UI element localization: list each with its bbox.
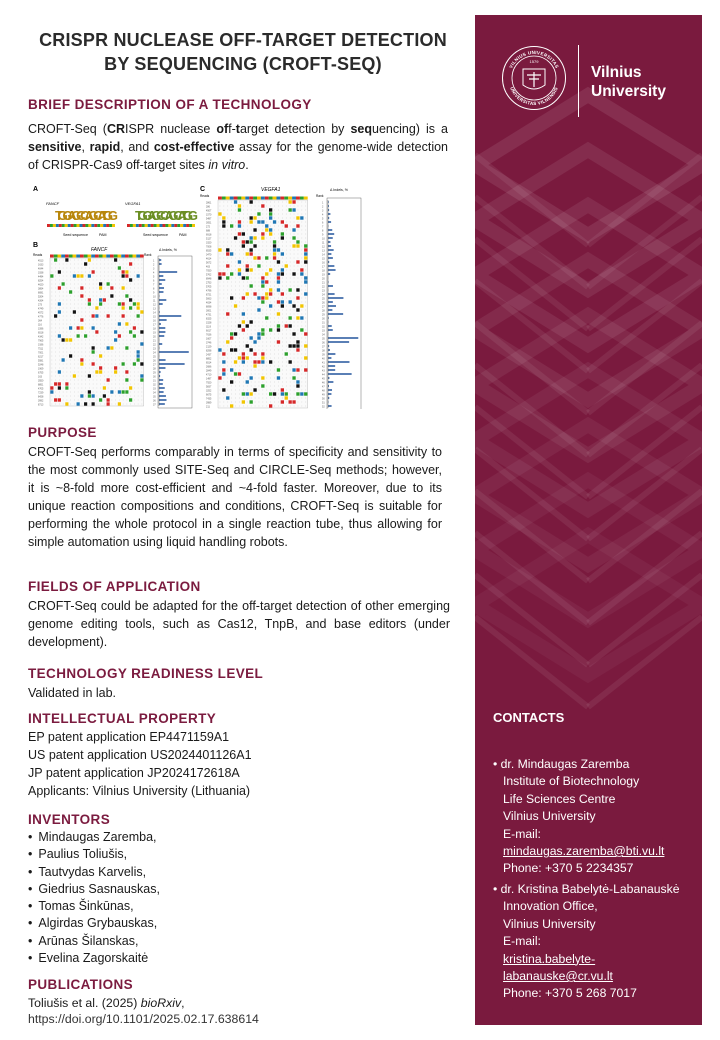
svg-text:7435: 7435 [206,397,212,401]
svg-text:5204: 5204 [38,295,44,299]
svg-text:26: 26 [322,301,325,305]
inventor-item: • Evelina Zagorskaitė [28,950,160,967]
brief-text: CROFT-Seq (CRISPR nuclease off-target detection by sequencing) is a sensitive, rapid, and cost-effective assay for the genome-wide detection of CRISPR-Cas9 off-target sites in vitro. [28,122,448,172]
svg-text:3320: 3320 [206,241,212,245]
svg-text:11: 11 [153,299,156,303]
svg-text:1969: 1969 [38,367,44,371]
svg-text:7920: 7920 [206,381,212,385]
svg-text:17: 17 [322,265,325,269]
svg-text:16: 16 [153,319,156,323]
svg-text:5672: 5672 [206,261,212,265]
pam-label-2: PAM [179,233,187,237]
inventor-item: • Algirdas Grybauskas, [28,915,160,932]
svg-text:8852: 8852 [206,357,212,361]
svg-text:7: 7 [153,283,155,287]
svg-text:6017: 6017 [206,329,212,333]
pam-label-1: PAM [99,233,107,237]
svg-text:3252: 3252 [206,389,212,393]
panel-a-label: A [33,186,39,193]
seal-bottom-text: UNIVERSITAS VILNENSIS [509,86,559,107]
poster-title: CRISPR NUCLEASE OFF-TARGET DETECTION BY SEQUENCING (CROFT-SEQ) [39,30,447,74]
svg-text:32: 32 [322,325,325,329]
svg-text:18: 18 [153,327,156,331]
svg-text:5762: 5762 [206,273,212,277]
svg-text:272: 272 [206,225,210,229]
svg-text:3051: 3051 [206,221,212,225]
publications-heading: PUBLICATIONS [28,977,134,992]
svg-text:5837: 5837 [206,385,212,389]
svg-text:35: 35 [153,395,156,399]
svg-text:1596: 1596 [38,327,44,331]
svg-text:49: 49 [322,393,325,397]
svg-text:18: 18 [322,269,325,273]
svg-text:273: 273 [38,303,42,307]
svg-text:11: 11 [322,241,325,245]
svg-text:116: 116 [38,323,42,327]
svg-text:6675: 6675 [206,393,212,397]
publication-citation: Toliušis et al. (2025) bioRxiv, https://doi.org/10.1101/2025.02.17.638614 [28,996,259,1026]
svg-text:8713: 8713 [38,403,44,407]
svg-text:36: 36 [322,341,325,345]
svg-text:3550: 3550 [38,379,44,383]
svg-text:3992: 3992 [38,399,44,403]
svg-text:1633: 1633 [38,263,44,267]
contact-sidebar [475,15,702,1025]
svg-text:8: 8 [153,287,155,291]
svg-text:2: 2 [322,205,324,209]
inventor-item: • Mindaugas Zaremba, [28,829,160,846]
vegfa1-sequence-logo: TGGAGCCAGCATGG [135,208,195,223]
svg-text:9: 9 [322,233,324,237]
inventor-item: • Tautvydas Karvelis, [28,864,160,881]
ip-line-ep: EP patent application EP4471159A1 [28,730,230,744]
svg-text:5: 5 [322,217,324,221]
inventor-item: • Paulius Toliušis, [28,846,160,863]
svg-text:30: 30 [153,375,156,379]
svg-text:8535: 8535 [206,249,212,253]
svg-text:2849: 2849 [206,369,212,373]
svg-text:13: 13 [322,249,325,253]
trl-text: Validated in lab. [28,686,117,700]
svg-text:8948: 8948 [206,277,212,281]
ip-lines [28,728,252,800]
brief-heading: BRIEF DESCRIPTION OF A TECHNOLOGY [28,97,312,112]
ip-heading: INTELLECTUAL PROPERTY [28,711,217,726]
svg-text:5705: 5705 [206,285,212,289]
svg-text:5063: 5063 [206,297,212,301]
svg-text:26: 26 [153,359,156,363]
svg-text:3: 3 [153,267,155,271]
fancf-logo-label: FANCF [46,201,60,206]
svg-text:3196: 3196 [38,343,44,347]
svg-text:6: 6 [322,221,324,225]
svg-text:34: 34 [153,391,156,395]
svg-text:31: 31 [153,379,156,383]
svg-text:4731: 4731 [206,313,212,317]
svg-text:33: 33 [153,387,156,391]
svg-text:2: 2 [153,263,155,267]
svg-text:33: 33 [322,329,325,333]
off-target-figure [33,184,366,409]
svg-text:4507: 4507 [206,209,212,213]
svg-text:8428: 8428 [38,395,44,399]
svg-text:34: 34 [322,333,325,337]
svg-text:163: 163 [38,375,42,379]
svg-text:37: 37 [153,403,156,407]
svg-text:8254: 8254 [38,279,44,283]
panel-c-rank-label: Rank [316,194,324,198]
svg-text:36: 36 [153,399,156,403]
svg-text:7511: 7511 [38,347,44,351]
svg-text:14: 14 [322,253,325,257]
svg-text:5487: 5487 [206,217,212,221]
svg-text:38: 38 [322,349,325,353]
ip-line-us: US patent application US2024401126A1 [28,748,252,762]
svg-text:7050: 7050 [206,269,212,273]
svg-text:364: 364 [38,319,42,323]
svg-text:4034: 4034 [206,301,212,305]
svg-text:27: 27 [322,305,325,309]
svg-text:4494: 4494 [38,275,44,279]
svg-text:8298: 8298 [206,349,212,353]
svg-text:31: 31 [322,321,325,325]
svg-text:40: 40 [322,357,325,361]
svg-text:22: 22 [322,285,325,289]
ip-line-jp: JP patent application JP2024172618A [28,766,240,780]
doi-link[interactable]: https://doi.org/10.1101/2025.02.17.638614 [28,1012,259,1026]
svg-text:22: 22 [153,343,156,347]
svg-text:29: 29 [322,313,325,317]
svg-text:21: 21 [153,339,156,343]
svg-text:16: 16 [322,261,325,265]
svg-text:7239: 7239 [38,391,44,395]
svg-text:2686: 2686 [206,365,212,369]
svg-text:5581: 5581 [38,359,44,363]
svg-text:7965: 7965 [38,339,44,343]
inventor-item: • Arūnas Šilanskas, [28,933,160,950]
trl-heading: TECHNOLOGY READINESS LEVEL [28,666,264,681]
email-link[interactable]: mindaugas.zaremba@bti.vu.lt [503,844,665,859]
svg-text:46: 46 [322,381,325,385]
svg-text:30: 30 [322,317,325,321]
svg-text:8851: 8851 [38,383,44,387]
contact-name: • dr. Mindaugas Zaremba [493,756,664,773]
vegfa1-mismatch-grid [206,197,361,410]
seal-top-text: VILNIUS UNIVERSITAS [508,49,560,70]
university-seal-icon [501,45,567,111]
svg-text:7001: 7001 [38,351,44,355]
svg-text:6518: 6518 [38,331,44,335]
svg-text:19: 19 [153,331,156,335]
seal-year: 1579 [529,59,539,64]
svg-text:3746: 3746 [206,341,212,345]
logo-divider [578,45,579,117]
svg-text:1487: 1487 [206,377,212,381]
email-link[interactable]: kristina.babelyte- [503,951,596,966]
svg-text:6918: 6918 [206,233,212,237]
svg-text:5: 5 [153,275,155,279]
contact-babelyte: • dr. Kristina Babelytė-Labanauskė Innovation Office, Vilnius University E-mail: kristina.babelyte- labanauske@cr.vu.lt Phone: +370 5 268 7017 [493,881,680,1003]
svg-text:41: 41 [322,361,325,365]
svg-text:10: 10 [322,237,325,241]
svg-text:51: 51 [322,401,325,405]
svg-text:3: 3 [322,209,324,213]
svg-text:12: 12 [322,245,325,249]
svg-text:25: 25 [153,355,156,359]
fancf-mismatch-grid [38,255,192,409]
svg-text:14: 14 [153,311,156,315]
svg-text:1: 1 [322,201,324,205]
svg-text:23: 23 [153,347,156,351]
svg-text:3989: 3989 [206,401,212,405]
svg-text:13: 13 [153,307,156,311]
svg-text:17: 17 [153,323,156,327]
vegfa1-grid-title: VEGFA1 [261,187,281,193]
svg-text:1: 1 [153,259,155,263]
svg-text:2129: 2129 [206,345,212,349]
svg-text:20: 20 [153,335,156,339]
svg-text:10: 10 [153,295,156,299]
svg-text:43: 43 [322,369,325,373]
svg-text:3338: 3338 [38,271,44,275]
svg-text:12: 12 [153,303,156,307]
svg-text:24: 24 [153,351,156,355]
inventors-heading: INVENTORS [28,812,111,827]
svg-text:8325: 8325 [206,317,212,321]
svg-text:4705: 4705 [38,387,44,391]
svg-text:4342: 4342 [38,335,44,339]
svg-text:4749: 4749 [38,307,44,311]
svg-text:42: 42 [322,365,325,369]
svg-text:47: 47 [322,385,325,389]
svg-text:1119: 1119 [206,325,211,329]
svg-text:688: 688 [206,229,210,233]
svg-text:4776: 4776 [38,315,44,319]
svg-text:4614: 4614 [206,257,212,261]
svg-text:211: 211 [206,405,210,409]
purpose-text: CROFT-Seq performs comparably in terms of specificity and sensitivity to the most commonly used SITE-Seq and CIRCLE-Seq methods; however, it is ~8-fold more cost-efficient and ~4-fold faster. Moreover, due to its unique reaction compositions and conditions, CROFT-Seq is suitable for performing the whole protocol in a single reaction tube, thus allowing for simple automation using liquid handling robots. [28,445,442,549]
svg-text:4710: 4710 [206,373,212,377]
svg-text:8721: 8721 [206,293,212,297]
seed-label-2: Seed sequence [143,233,168,237]
svg-text:25: 25 [322,297,325,301]
svg-text:3854: 3854 [38,287,44,291]
svg-text:44: 44 [322,373,325,377]
contacts-heading: CONTACTS [493,710,565,725]
seed-label-1: Seed sequence [63,233,88,237]
vegfa1-logo-label: VEGFA1 [125,201,141,206]
svg-text:4620: 4620 [38,283,44,287]
svg-text:7008: 7008 [206,245,212,249]
seed-sequence-bars [47,224,195,227]
svg-text:1528: 1528 [206,321,212,325]
svg-text:45: 45 [322,377,325,381]
purpose-heading: PURPOSE [28,425,97,440]
svg-text:5248: 5248 [38,363,44,367]
svg-text:3470: 3470 [206,253,212,257]
svg-text:15: 15 [322,257,325,261]
inventors-list [28,829,160,967]
svg-text:15: 15 [153,315,156,319]
svg-text:5127: 5127 [206,237,212,241]
panel-c-label: C [200,186,206,193]
panel-c-reads-label: Reads [200,194,210,198]
svg-text:32: 32 [153,383,156,387]
inventor-item: • Giedrius Sasnauskas, [28,881,160,898]
svg-text:52: 52 [322,405,325,409]
svg-text:7636: 7636 [206,333,212,337]
svg-text:2861: 2861 [206,201,212,205]
panel-b-rank-label: Rank [144,253,152,257]
svg-text:6217: 6217 [38,355,44,359]
svg-text:4044: 4044 [38,267,44,271]
svg-text:4: 4 [153,271,155,275]
email-link[interactable]: labanauske@cr.vu.lt [503,969,613,984]
svg-text:20: 20 [322,277,325,281]
contact-name: • dr. Kristina Babelytė-Labanauskė [493,881,680,898]
svg-text:1607: 1607 [206,337,212,341]
svg-text:4513: 4513 [38,259,44,263]
svg-text:286: 286 [206,205,210,209]
panel-c-indels-label: Δ Indels, % [330,188,348,192]
svg-text:39: 39 [322,353,325,357]
svg-text:7: 7 [322,225,324,229]
svg-text:403: 403 [206,265,210,269]
panel-b-reads-label: Reads [33,253,43,257]
panel-b-label: B [33,242,39,249]
fields-text: CROFT-Seq could be adapted for the off-target detection of other emerging genome editing tools, such as Cas12, TnpB, and base editors (under development). [28,599,450,649]
svg-text:27: 27 [153,363,156,367]
fancf-sequence-logo: TGGAGCCAGCATGG [55,208,115,223]
svg-text:2437: 2437 [206,353,212,357]
svg-text:21: 21 [322,281,325,285]
svg-text:1570: 1570 [206,213,212,217]
svg-text:3001: 3001 [206,309,212,313]
ip-line-applicants: Applicants: Vilnius University (Lithuania) [28,784,251,798]
svg-text:4796: 4796 [206,289,212,293]
svg-text:4: 4 [322,213,324,217]
panel-b-indels-label: Δ Indels, % [159,248,177,252]
svg-text:4572: 4572 [38,311,44,315]
panel-a-logos [46,201,198,237]
svg-text:48: 48 [322,389,325,393]
svg-text:6: 6 [153,279,155,283]
svg-text:50: 50 [322,397,325,401]
svg-text:8: 8 [322,229,324,233]
fancf-grid-title: FANCF [91,247,108,253]
svg-text:23: 23 [322,289,325,293]
fields-heading: FIELDS OF APPLICATION [28,579,201,594]
svg-text:2753: 2753 [206,281,212,285]
svg-text:19: 19 [322,273,325,277]
svg-text:28: 28 [322,309,325,313]
svg-text:6514: 6514 [206,361,212,365]
svg-text:4264: 4264 [38,299,44,303]
svg-text:24: 24 [322,293,325,297]
university-name: Vilnius University [591,64,666,100]
svg-text:28: 28 [153,367,156,371]
svg-text:8081: 8081 [38,291,44,295]
contact-zaremba: • dr. Mindaugas Zaremba Institute of Biotechnology Life Sciences Centre Vilnius University E-mail: mindaugas.zaremba@bti.vu.lt Phone: +370 5 2234357 [493,756,664,878]
svg-text:9: 9 [153,291,155,295]
svg-text:35: 35 [322,337,325,341]
svg-text:29: 29 [153,371,156,375]
inventor-item: • Tomas Šinkūnas, [28,898,160,915]
svg-text:37: 37 [322,345,325,349]
svg-text:8098: 8098 [206,305,212,309]
svg-text:6755: 6755 [38,371,44,375]
